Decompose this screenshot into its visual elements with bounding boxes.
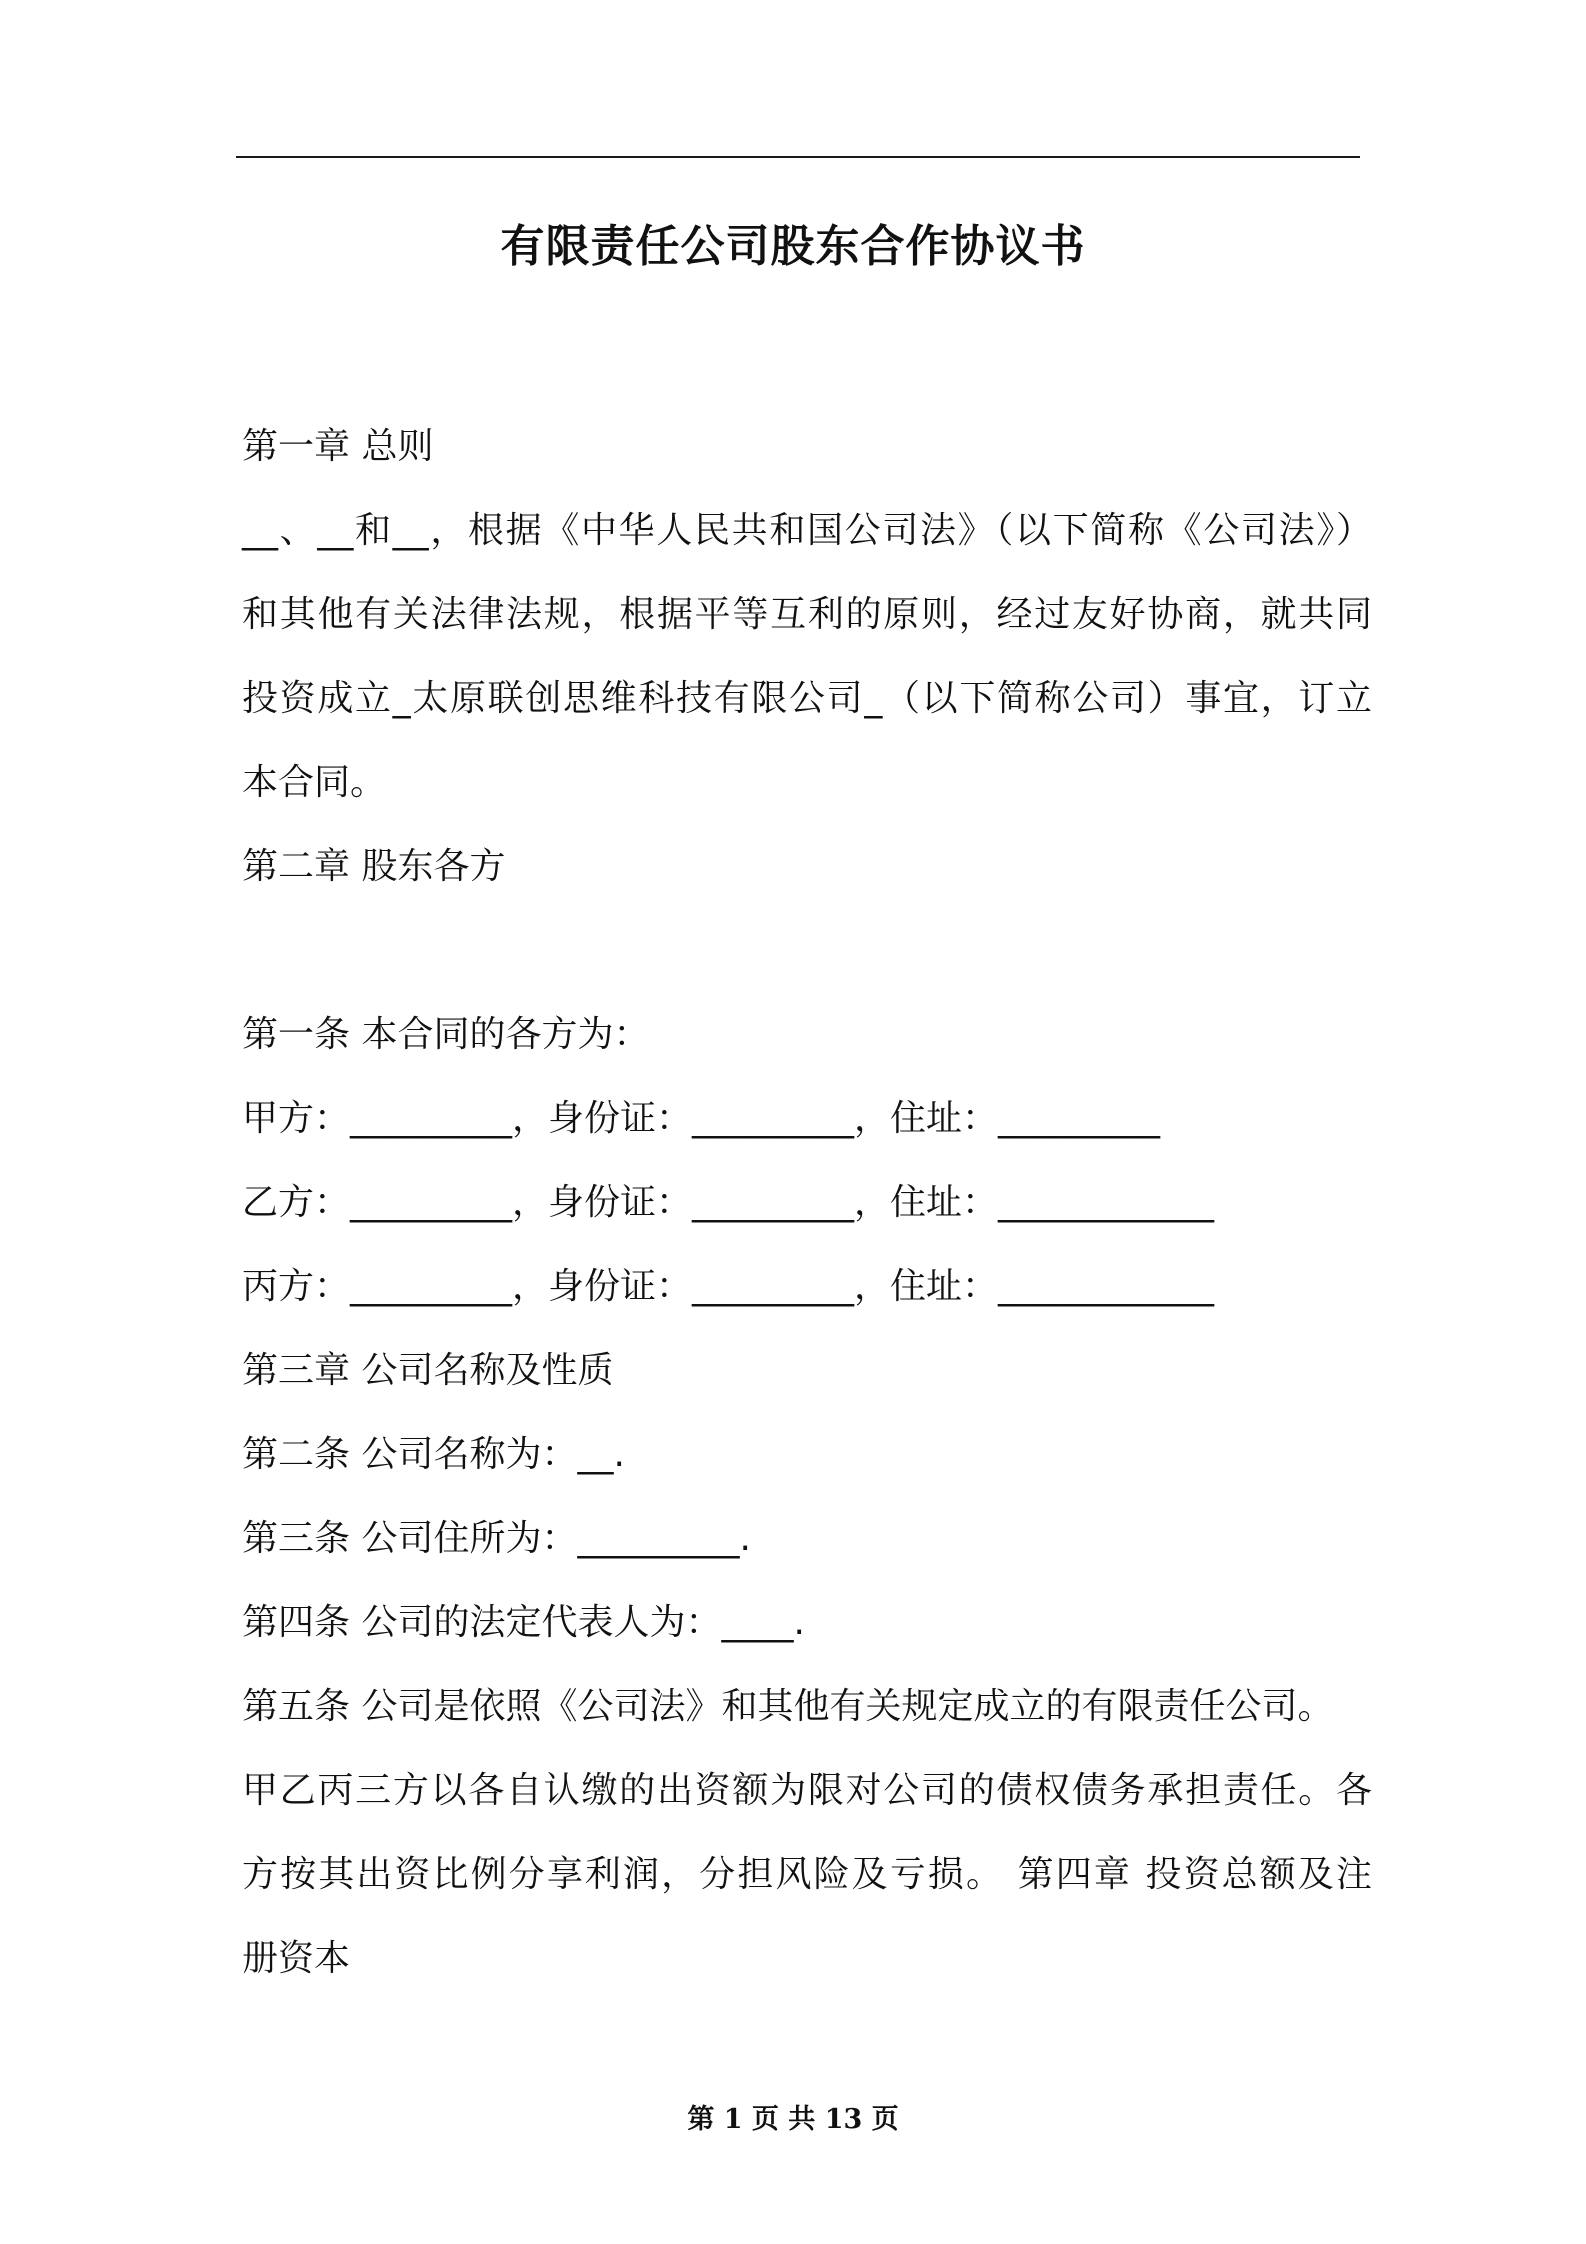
paragraph-line: 投资成立_太原联创思维科技有限公司_（以下简称公司）事宜，订立 xyxy=(242,678,1372,719)
document-body xyxy=(242,405,1372,2001)
paragraph-line: 方按其出资比例分享利润，分担风险及亏损。 第四章 投资总额及注 xyxy=(242,1854,1372,1895)
page-number: 第 1 页 共 13 页 xyxy=(687,2104,899,2135)
document-title: 有限责任公司股东合作协议书 xyxy=(500,221,1086,272)
article-4: 第四条 公司的法定代表人为：____. xyxy=(242,1602,805,1643)
header-rule xyxy=(236,156,1360,158)
chapter-1-heading: 第一章 总则 xyxy=(242,426,434,467)
chapter-2-heading: 第二章 股东各方 xyxy=(242,846,506,887)
party-a-line: 甲方：_________，身份证：_________，住址：_________ xyxy=(242,1098,1161,1139)
paragraph-line: 本合同。 xyxy=(242,762,387,803)
chapter-3-heading: 第三章 公司名称及性质 xyxy=(242,1350,614,1391)
article-2: 第二条 公司名称为：__. xyxy=(242,1434,625,1475)
party-c-line: 丙方：_________，身份证：_________，住址：____________ xyxy=(242,1266,1215,1307)
article-1: 第一条 本合同的各方为： xyxy=(242,1014,650,1055)
paragraph-line: 和其他有关法律法规，根据平等互利的原则，经过友好协商，就共同 xyxy=(242,594,1372,635)
party-b-line: 乙方：_________，身份证：_________，住址：____________ xyxy=(242,1182,1215,1223)
article-5: 第五条 公司是依照《公司法》和其他有关规定成立的有限责任公司。 xyxy=(242,1686,1334,1727)
paragraph-line: __、__和__，根据《中华人民共和国公司法》（以下简称《公司法》） xyxy=(242,510,1372,551)
paragraph-line: 甲乙丙三方以各自认缴的出资额为限对公司的债权债务承担责任。各 xyxy=(242,1770,1372,1811)
paragraph-line: 册资本 xyxy=(242,1938,351,1979)
blank-line xyxy=(242,909,1372,993)
article-3: 第三条 公司住所为：_________. xyxy=(242,1518,751,1559)
